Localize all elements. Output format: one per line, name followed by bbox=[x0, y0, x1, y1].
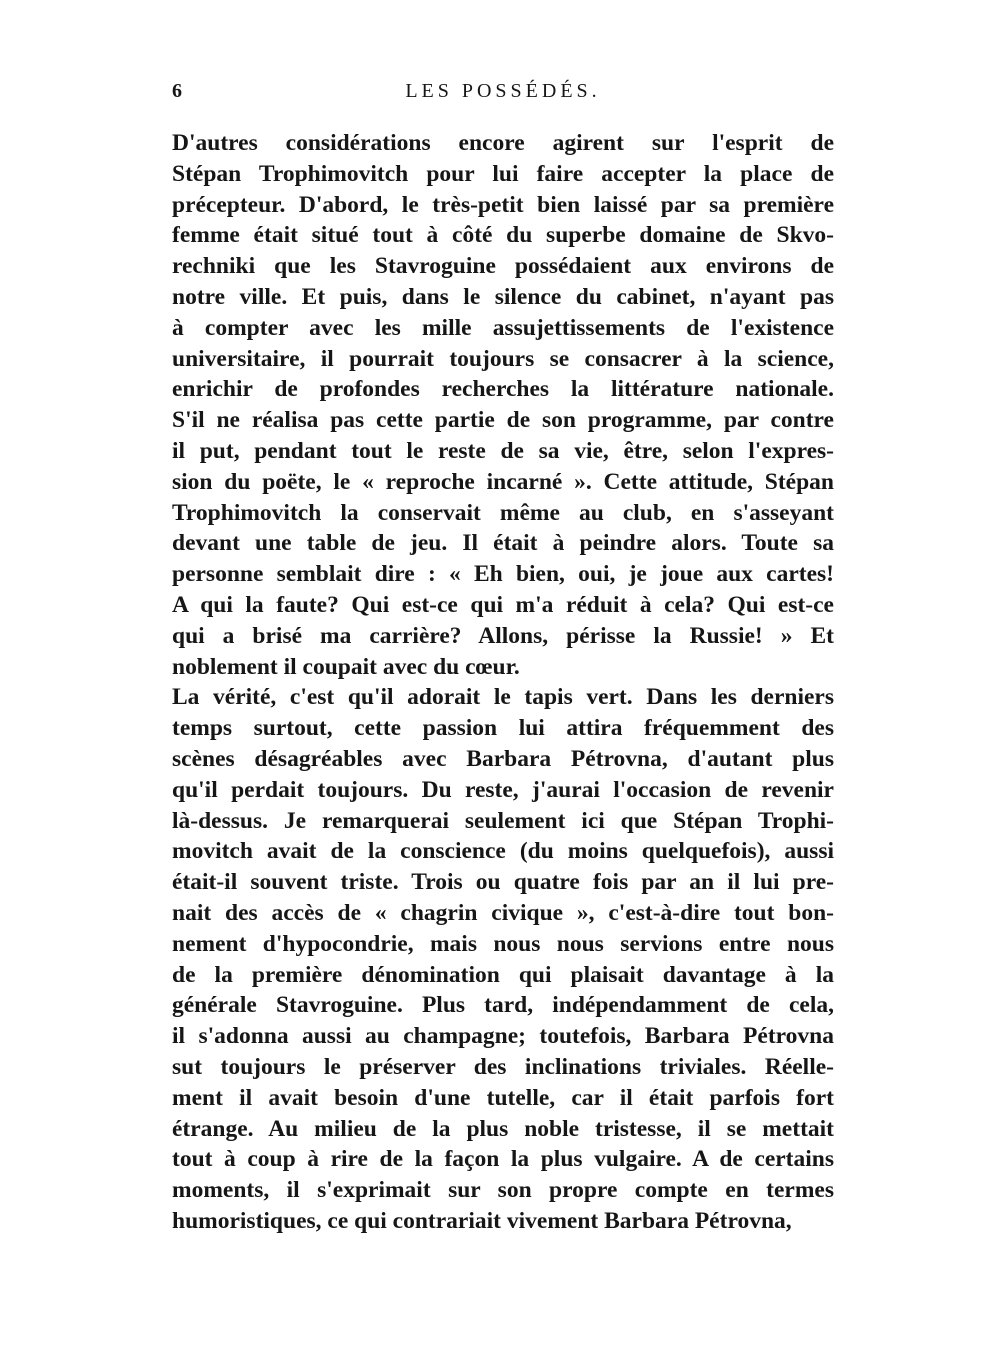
text-line: scènes désagréables avec Barbara Pétrovna, d'autant plus bbox=[172, 745, 834, 772]
text-line: était-il souvent triste. Trois ou quatre fois par an il lui pre- bbox=[172, 869, 834, 896]
text-line: il put, pendant tout le reste de sa vie, être, selon l'expres- bbox=[172, 437, 834, 464]
text-line: S'il ne réalisa pas cette partie de son programme, par contre bbox=[172, 407, 834, 434]
text-line: nement d'hypocondrie, mais nous nous servions entre nous bbox=[172, 930, 834, 957]
text-line: humoristiques, ce qui contrariait vivement Barbara Pétrovna, bbox=[172, 1207, 792, 1234]
text-line: temps surtout, cette passion lui attira fréquemment des bbox=[172, 715, 834, 742]
text-line: moments, il s'exprimait sur son propre compte en termes bbox=[172, 1177, 834, 1204]
text-line: de la première dénomination qui plaisait davantage à la bbox=[172, 961, 834, 988]
text-line: Stépan Trophimovitch pour lui faire accepter la place de bbox=[172, 160, 834, 187]
book-page bbox=[172, 80, 834, 1237]
text-line: sion du poëte, le « reproche incarné ». Cette attitude, Stépan bbox=[172, 468, 834, 495]
text-line: universitaire, il pourrait toujours se consacrer à la science, bbox=[172, 345, 834, 372]
text-line: La vérité, c'est qu'il adorait le tapis vert. Dans les derniers bbox=[172, 684, 834, 711]
paragraph bbox=[172, 682, 834, 1236]
text-line: A qui la faute? Qui est-ce qui m'a réduit à cela? Qui est-ce bbox=[172, 591, 834, 618]
body-text bbox=[172, 128, 834, 1237]
text-line: notre ville. Et puis, dans le silence du cabinet, n'ayant pas bbox=[172, 283, 834, 310]
text-line: étrange. Au milieu de la plus noble tristesse, il se mettait bbox=[172, 1115, 834, 1142]
text-line: rechniki que les Stavroguine possédaient aux environs de bbox=[172, 253, 834, 280]
text-line: qu'il perdait toujours. Du reste, j'aurai l'occasion de revenir bbox=[172, 776, 834, 803]
page-number: 6 bbox=[172, 80, 182, 102]
text-line: qui a brisé ma carrière? Allons, périsse la Russie! » Et bbox=[172, 622, 834, 649]
text-line: précepteur. D'abord, le très-petit bien laissé par sa première bbox=[172, 191, 834, 218]
paragraph bbox=[172, 128, 834, 682]
text-line: générale Stavroguine. Plus tard, indépendamment de cela, bbox=[172, 992, 834, 1019]
text-line: nait des accès de « chagrin civique », c'est-à-dire tout bon- bbox=[172, 899, 834, 926]
text-line: movitch avait de la conscience (du moins quelquefois), aussi bbox=[172, 838, 834, 865]
text-line: devant une table de jeu. Il était à peindre alors. Toute sa bbox=[172, 530, 834, 557]
text-line: ment il avait besoin d'une tutelle, car il était parfois fort bbox=[172, 1084, 834, 1111]
running-title: LES POSSÉDÉS. bbox=[405, 80, 601, 102]
text-line: sut toujours le préserver des inclinations triviales. Réelle- bbox=[172, 1053, 834, 1080]
text-line: femme était situé tout à côté du superbe domaine de Skvo- bbox=[172, 222, 834, 249]
text-line: enrichir de profondes recherches la littérature nationale. bbox=[172, 376, 834, 403]
text-line: D'autres considérations encore agirent sur l'esprit de bbox=[172, 130, 834, 156]
text-line: à compter avec les mille assujettissements de l'existence bbox=[172, 314, 834, 341]
text-line: il s'adonna aussi au champagne; toutefois, Barbara Pétrovna bbox=[172, 1023, 834, 1050]
text-line: tout à coup à rire de la façon la plus vulgaire. A de certains bbox=[172, 1146, 834, 1173]
text-line: là-dessus. Je remarquerai seulement ici que Stépan Trophi- bbox=[172, 807, 834, 834]
text-line: noblement il coupait avec du cœur. bbox=[172, 653, 520, 680]
text-line: Trophimovitch la conservait même au club, en s'asseyant bbox=[172, 499, 834, 526]
text-line: personne semblait dire : « Eh bien, oui, je joue aux cartes! bbox=[172, 561, 834, 588]
page-header bbox=[172, 80, 834, 110]
